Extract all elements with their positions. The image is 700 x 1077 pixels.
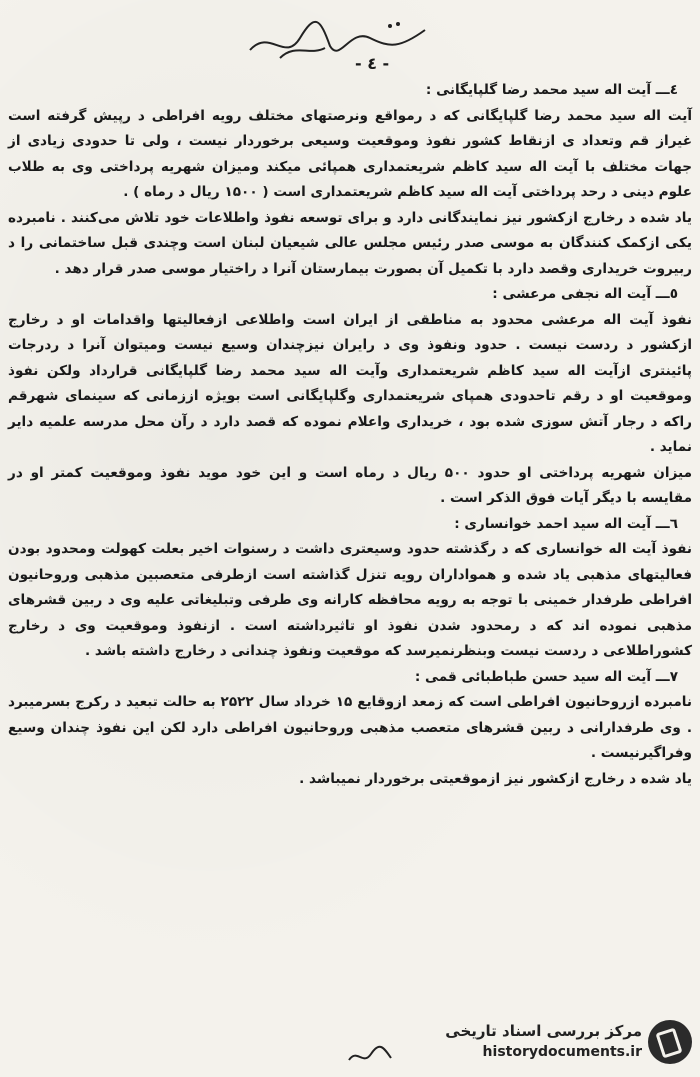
section-heading: ٧ـــ آیت اله سید حسن طباطبائی قمی : (414, 668, 678, 685)
paragraph: میزان شهریه پرداختی او حدود ۵۰۰ ریال د رماه است و این خود موید نفوذ وموقعیت کمتر او در مقایسه با دیگر آیات فوق الذکر است . (8, 464, 692, 506)
paragraph: آیت اله سید محمد رضا گلپایگانی که د رمواقع ونرصتهای مختلف رویه افراطی د رپیش گرفته است غیراز قم وتعداد ی ازنقاط کشور نفوذ وموقعیت وسیعی برخوردار نیست ، ولی تا حدودی زیادی از جهات مختلف با آیت اله سید کاظم شریعتمداری همپائی میکند ومیزان شهریه پرداختی وی به طلاب علوم دینی د رحد پرداختی آیت اله سید کاظم شریعتمداری است ( ۱۵۰۰ ریال د رماه ) . (8, 107, 692, 200)
section-heading: ٥ـــ آیت اله نجفی مرعشی : (492, 286, 678, 302)
page-number: - ٤ - (355, 54, 390, 73)
section-heading: ٤ـــ آیت اله سید محمد رضا گلپایگانی : (425, 82, 678, 98)
paragraph: یاد شده د رخارج ازکشور نیز ازموقعیتی برخوردار نمیباشد . (299, 770, 692, 787)
paragraph: نفوذ آیت اله خوانساری که د رگذشته حدود وسیعتری داشت د رسنوات اخیر بعلت کهولت ومحدود بودن فعالیتهای مذهبی یاد شده و همواداران رویه تنزل گذاشته است ازطرفی متعصبین مذهبی وروحانیون افراطی طرفدار خمینی با توجه به رویه محافظه کارانه وی طرفی وتبلیغاتی علیه وی د ربین قشرهای مذهبی نموده اند که د رمحدود شدن نفوذ او تاثیرداشته است . ازنفوذ وموقعیت وی د رخارج کشوراطلاعی د ردست نیست وبنظرنمیرسد که موقعیت ونفوذ چندانی د رخارج داشته باشد . (8, 541, 692, 659)
paragraph: یاد شده د رخارج ازکشور نیز نمایندگانی دارد و برای توسعه نفوذ واطلاعات خود تلاش می‌کنند . نامبرده یکی ازکمک کنندگان به موسی صدر رئیس مجلس عالی شیعیان لبنان است وچندی قبل ساختمانی را د ربیروت خریداری وقصد دارد با تکمیل آن بصورت بیمارستان آنرا د راختیار موسی صدر قرار دهد . (8, 209, 692, 277)
archive-logo-icon (648, 1020, 692, 1064)
handwritten-annotation (240, 8, 440, 68)
document-body (8, 78, 692, 792)
handwritten-signature (345, 1040, 395, 1070)
paragraph: نفوذ آیت اله مرعشی محدود به مناطقی از ایران است واطلاعی ازفعالیتها واقدامات او د رخارج ازکشور د ردست نیست . حدود ونفوذ وی د رایران نیزچندان وسیع نیست ومیتوان آنرا د ردرجات پائینتری ازآیت اله سید کاظم شریعتمداری وآیت اله سید محمد رضا گلپایگانی قرارداد ولکن نفوذ وموقعیت او د رقم تاحدودی همپای شریعتمداری وگلپایگانی است بویژه اززمانی که سینمای شهرقم راکه د رجار آتش سوزی شده بود ، خریداری واعلام نموده که قصد دارد د رآن محل مدرسه علمیه دایر نماید . (8, 311, 692, 455)
archive-watermark (445, 1018, 692, 1068)
section-heading: ٦ـــ آیت اله سید احمد خوانساری : (454, 515, 678, 532)
watermark-url: historydocuments.ir (482, 1044, 642, 1060)
paragraph: نامبرده ازروحانیون افراطی است که زمعد ازوقایع ۱۵ خرداد سال ۲۵۲۲ به حالت تبعید د رکرج بسرمیبرد . وی طرفدارانی د ربین قشرهای متعصب مذهبی وروحانیون افراطی دارد لکن این نفوذ چندان وسیع وفراگیرنیست . (8, 694, 692, 761)
watermark-title: مرکز بررسی اسناد تاریخی (445, 1022, 642, 1040)
